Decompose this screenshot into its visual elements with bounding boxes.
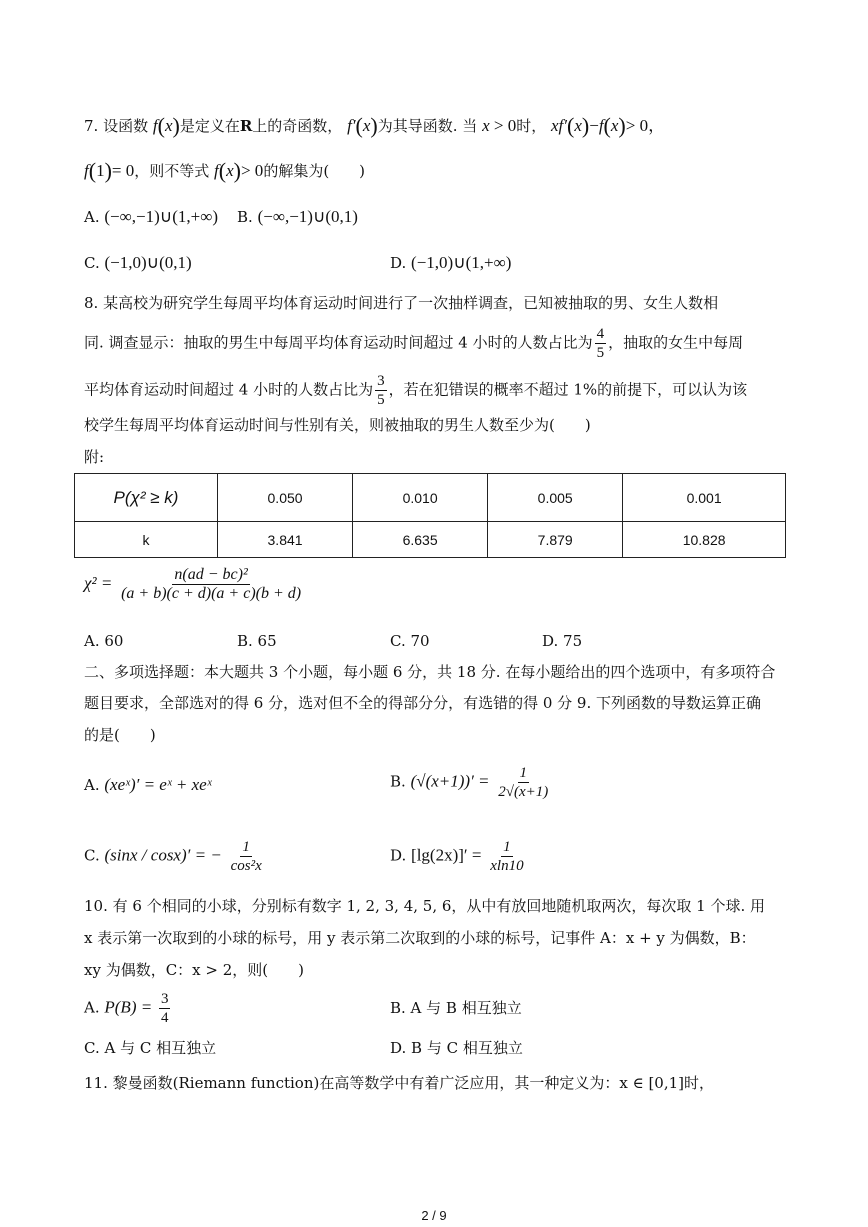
- table-head-k: k: [75, 522, 218, 558]
- section2-line1: 二、多项选择题：本大题共 3 个小题，每小题 6 分，共 18 分. 在每小题给出的四个选项中，有多项符合: [84, 663, 776, 681]
- q7-option-d: D. (−1,0)∪(1,+∞): [390, 253, 512, 272]
- q8-line4: 校学生每周平均体育运动时间与性别有关，则被抽取的男生人数至少为( ): [84, 416, 591, 434]
- q7-line1: 7. 设函数 f(x)是定义在R上的奇函数， f′(x)为其导函数. 当 x > 0时， xf′(x)−f(x)> 0，: [84, 113, 666, 138]
- chi-square-formula: χ² = $\frac{\text{n(ad − bc)²}}{(a + b)(c + d)(a + c)(b + d)}$: [84, 566, 302, 602]
- q8-option-d: D. 75: [542, 632, 583, 650]
- q9-option-b: B. (√(x+1))′ = $\frac{1}{2√(x+1)}$: [390, 765, 549, 800]
- table-cell: 0.010: [353, 474, 488, 522]
- q7-option-c: C. (−1,0)∪(0,1): [84, 253, 192, 272]
- q8-appendix: 附:: [84, 448, 105, 466]
- q9-option-c: C. (sinx / cosx)′ = − $\frac{1}{\text{cos²x}}$: [84, 839, 262, 874]
- q7-option-a: A. (−∞,−1)∪(1,+∞): [84, 207, 218, 226]
- q8-line2: 同. 调查显示：抽取的男生中每周平均体育运动时间超过 4 小时的人数占比为 $\frac{4}{5}$ ，抽取的女生中每周: [84, 326, 744, 361]
- q10-line1: 10. 有 6 个相同的小球，分别标有数字 1, 2, 3, 4, 5, 6，从中有放回地随机取两次，每次取 1 个球. 用: [84, 897, 766, 915]
- section2-line2: 题目要求，全部选对的得 6 分，选对但不全的得部分分，有选错的得 0 分 9. 下列函数的导数运算正确: [84, 694, 762, 712]
- table-cell: 7.879: [488, 522, 623, 558]
- q8-option-c: C. 70: [390, 632, 430, 650]
- q7-line2: f(1)= 0，则不等式 f(x)> 0的解集为( ): [84, 158, 366, 183]
- table-cell: 0.050: [218, 474, 353, 522]
- q9-option-a: A. (xeˣ)′ = eˣ + xeˣ: [84, 775, 212, 794]
- table-cell: 0.001: [623, 474, 786, 522]
- q7-option-b: B. (−∞,−1)∪(0,1): [237, 207, 358, 226]
- section2-line3: 的是( ): [84, 726, 156, 744]
- q8-option-b: B. 65: [237, 632, 277, 650]
- table-row: [75, 474, 786, 522]
- q10-option-d: D. B 与 C 相互独立: [390, 1039, 523, 1057]
- table-row: [75, 522, 786, 558]
- q8-line1: 8. 某高校为研究学生每周平均体育运动时间进行了一次抽样调查，已知被抽取的男、女生人数相: [84, 294, 719, 312]
- q10-option-a: A. P(B) = $\frac{3}{4}$: [84, 991, 169, 1026]
- table-cell: 10.828: [623, 522, 786, 558]
- q10-option-b: B. A 与 B 相互独立: [390, 999, 522, 1017]
- q10-line3: xy 为偶数，C：x > 2，则( ): [84, 961, 304, 979]
- q10-option-c: C. A 与 C 相互独立: [84, 1039, 217, 1057]
- critical-value-table: [74, 473, 786, 558]
- q10-line2: x 表示第一次取到的小球的标号，用 y 表示第二次取到的小球的标号，记事件 A：x + y 为偶数，B：: [84, 929, 756, 947]
- table-head-probability: P(χ² ≥ k): [75, 474, 218, 522]
- table-cell: 3.841: [218, 522, 353, 558]
- table-cell: 6.635: [353, 522, 488, 558]
- q9-option-d: D. [lg(2x)]′ = $\frac{1}{xln10}$: [390, 839, 524, 874]
- q8-option-a: A. 60: [84, 632, 124, 650]
- table-cell: 0.005: [488, 474, 623, 522]
- q11-line1: 11. 黎曼函数(Riemann function)在高等数学中有着广泛应用，其一种定义为：x ∈ [0,1]时，: [84, 1074, 715, 1092]
- page-number: 2 / 9: [421, 1208, 447, 1223]
- q8-line3: 平均体育运动时间超过 4 小时的人数占比为 $\frac{3}{5}$ ，若在犯错误的概率不超过 1%的前提下，可以认为该: [84, 373, 748, 408]
